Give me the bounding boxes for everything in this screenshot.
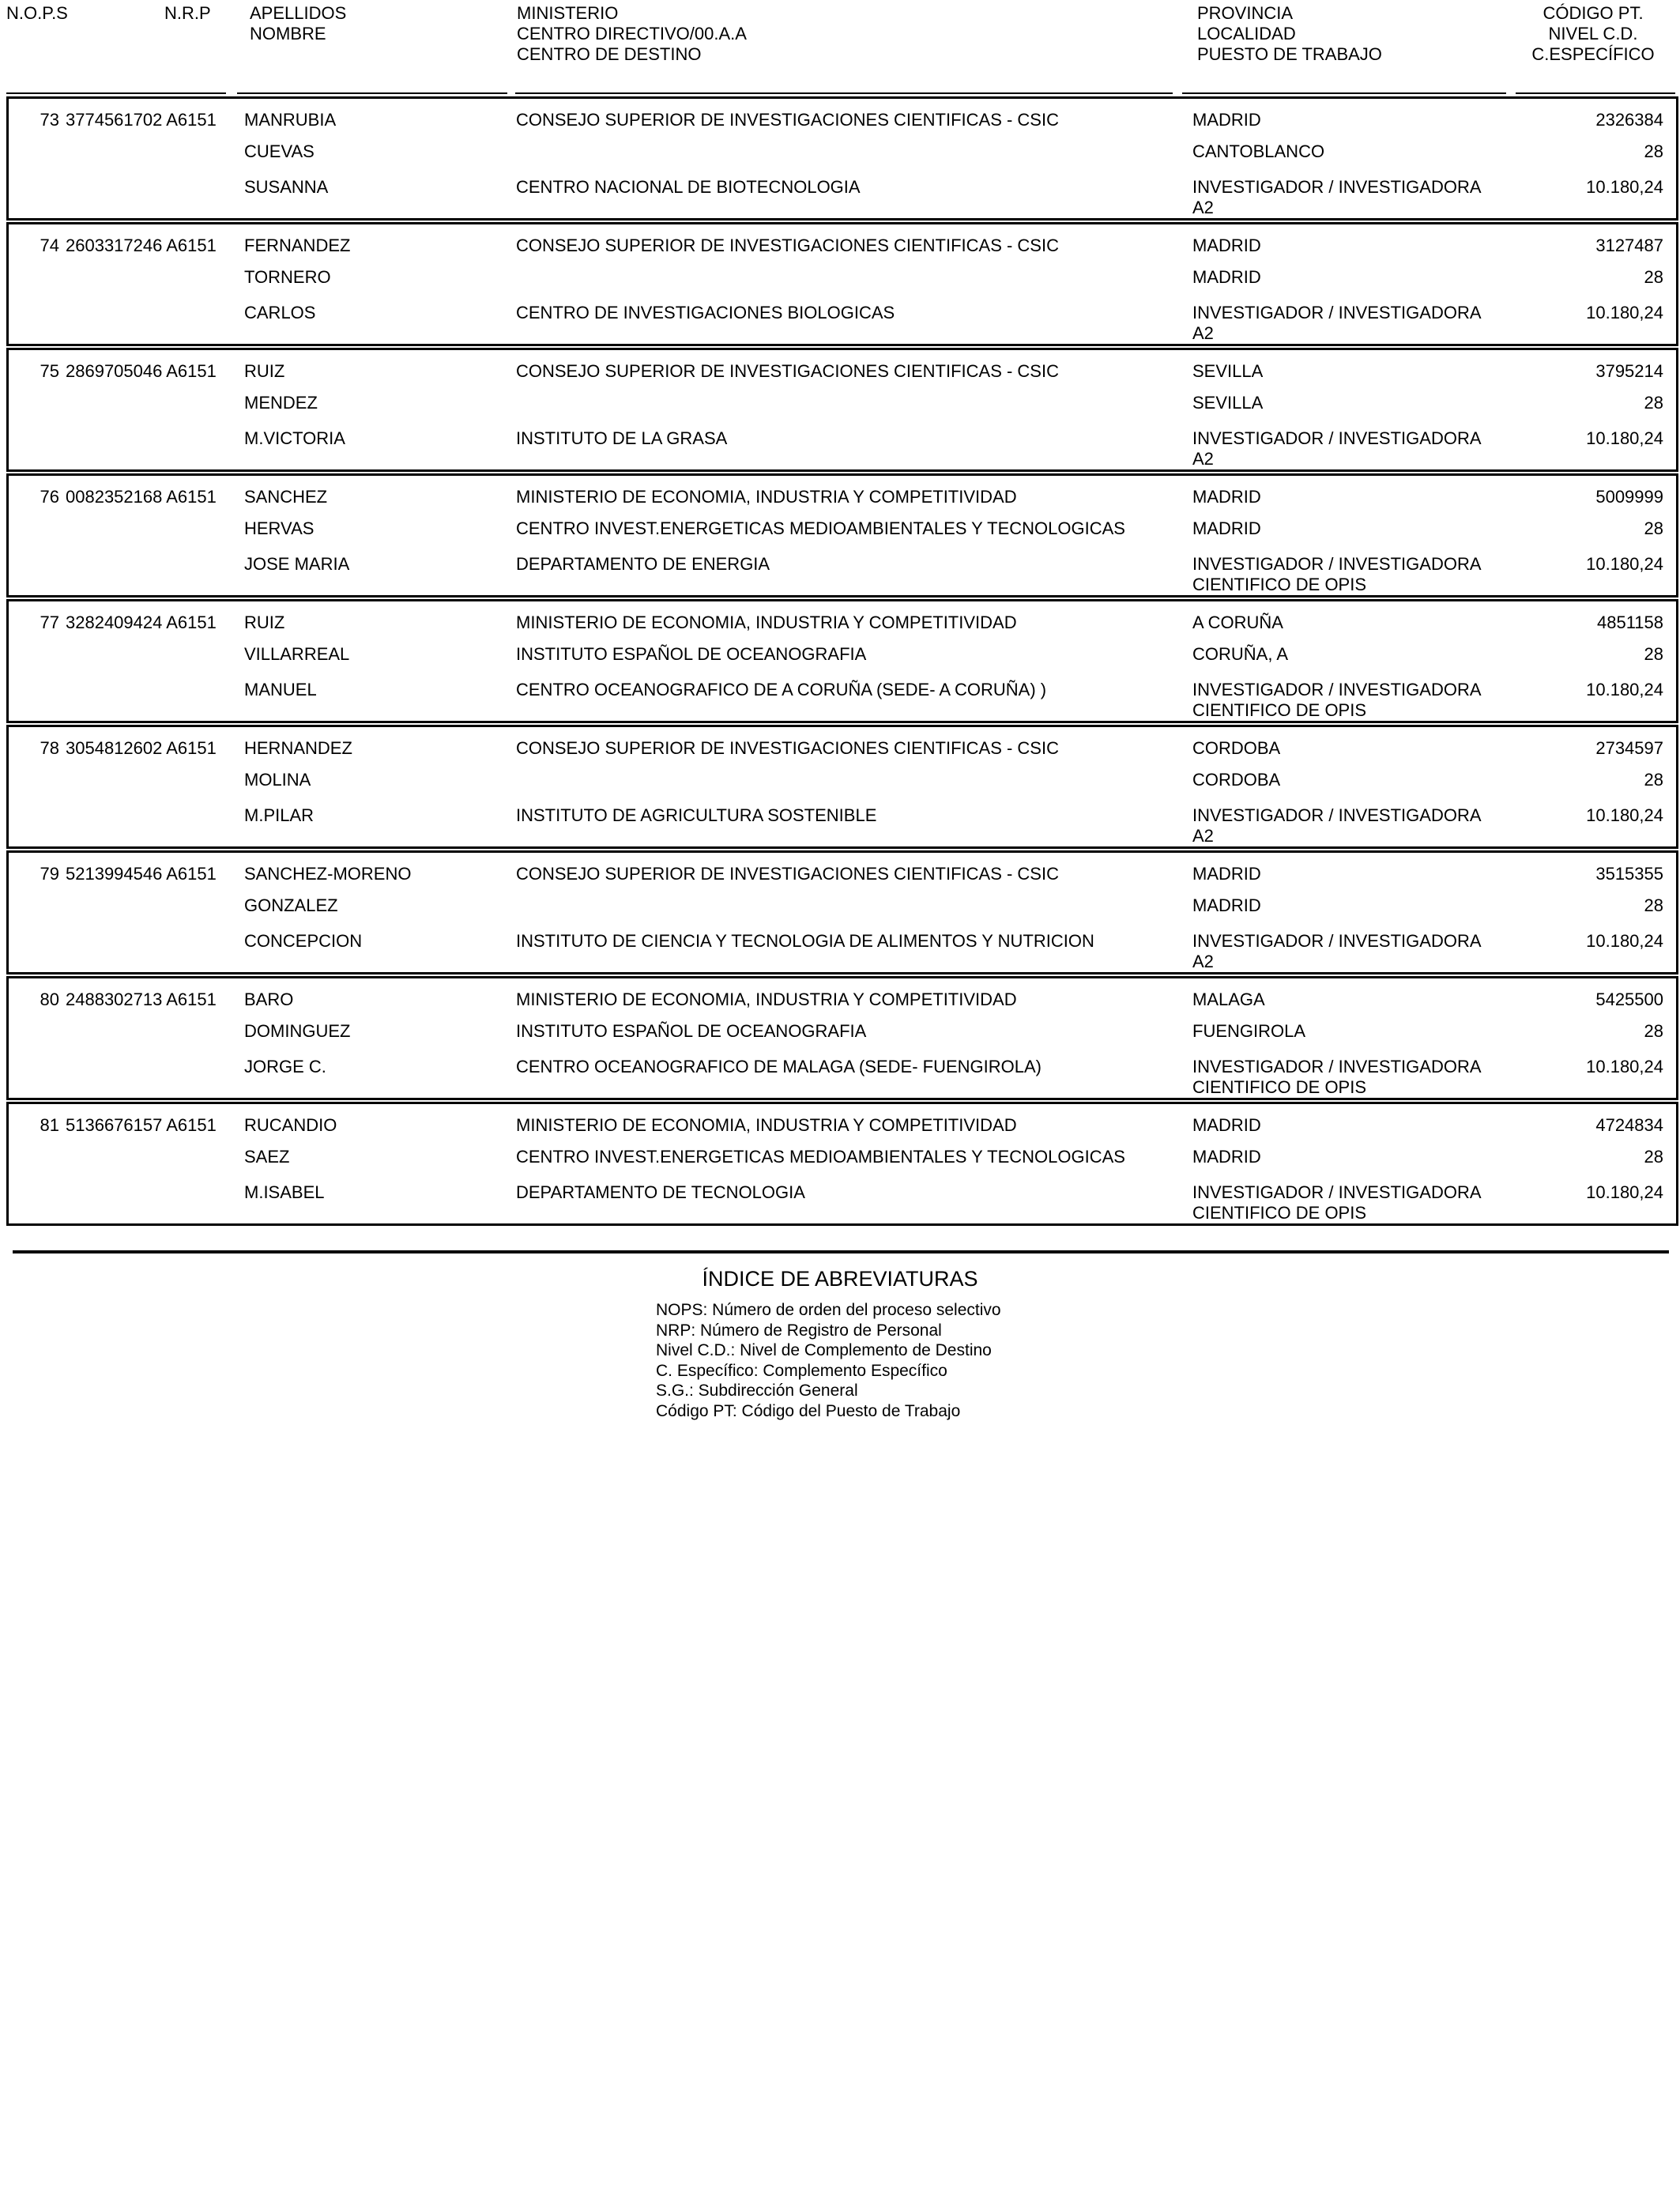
- record-centro-destino: DEPARTAMENTO DE ENERGIA: [516, 554, 770, 574]
- record-codigo-pt: 3127487: [1595, 236, 1663, 255]
- header-divider: [6, 92, 226, 94]
- record-localidad: FUENGIROLA: [1192, 1021, 1306, 1041]
- record-centro-destino: INSTITUTO DE AGRICULTURA SOSTENIBLE: [516, 805, 877, 825]
- record-row: [6, 473, 1678, 598]
- record-centro-directivo: CENTRO INVEST.ENERGETICAS MEDIOAMBIENTALES Y TECNOLOGICAS: [516, 1147, 1125, 1167]
- abbreviation-item: NOPS: Número de orden del proceso selectivo: [656, 1301, 1001, 1319]
- record-nivel-cd: 28: [1644, 141, 1663, 161]
- record-nrp: 5136676157 A6151: [66, 1115, 217, 1135]
- record-nrp: 0082352168 A6151: [66, 487, 217, 507]
- record-apellido1: BARO: [244, 990, 294, 1009]
- record-puesto: INVESTIGADOR / INVESTIGADORA CIENTIFICO DE OPIS: [1192, 1057, 1482, 1097]
- record-centro-destino: CENTRO OCEANOGRAFICO DE MALAGA (SEDE- FUENGIROLA): [516, 1057, 1042, 1076]
- footer-divider: [13, 1250, 1669, 1253]
- record-centro-destino: CENTRO DE INVESTIGACIONES BIOLOGICAS: [516, 303, 895, 322]
- record-ministerio: CONSEJO SUPERIOR DE INVESTIGACIONES CIENTIFICAS - CSIC: [516, 738, 1059, 758]
- records-table: [6, 96, 1678, 1226]
- header-nops: N.O.P.S: [6, 3, 68, 23]
- record-ministerio: CONSEJO SUPERIOR DE INVESTIGACIONES CIENTIFICAS - CSIC: [516, 361, 1059, 381]
- record-codigo-pt: 4851158: [1596, 613, 1663, 632]
- record-apellido1: HERNANDEZ: [244, 738, 352, 758]
- record-nombre: SUSANNA: [244, 177, 329, 197]
- record-nombre: M.PILAR: [244, 805, 315, 825]
- record-nrp: 2869705046 A6151: [66, 361, 217, 381]
- record-nombre: M.VICTORIA: [244, 428, 345, 448]
- record-codigo-pt: 5009999: [1595, 487, 1663, 507]
- record-c-especifico: 10.180,24: [1586, 931, 1663, 951]
- record-row: [6, 348, 1678, 472]
- header-divider: [515, 92, 1173, 94]
- record-provincia: MALAGA: [1192, 990, 1265, 1009]
- record-codigo-pt: 2734597: [1595, 738, 1663, 758]
- record-apellido2: HERVAS: [244, 518, 315, 538]
- record-apellido1: RUIZ: [244, 361, 285, 381]
- record-localidad: CANTOBLANCO: [1192, 141, 1325, 161]
- record-row: [6, 222, 1678, 346]
- record-puesto: INVESTIGADOR / INVESTIGADORA CIENTIFICO DE OPIS: [1192, 1182, 1482, 1223]
- record-nops: 79: [40, 864, 59, 884]
- record-centro-directivo: INSTITUTO ESPAÑOL DE OCEANOGRAFIA: [516, 644, 867, 664]
- record-ministerio: MINISTERIO DE ECONOMIA, INDUSTRIA Y COMPETITIVIDAD: [516, 1115, 1017, 1135]
- record-puesto: INVESTIGADOR / INVESTIGADORA CIENTIFICO DE OPIS: [1192, 554, 1482, 594]
- record-provincia: MADRID: [1192, 1115, 1261, 1135]
- record-apellido2: VILLARREAL: [244, 644, 350, 664]
- abbreviation-item: S.G.: Subdirección General: [656, 1382, 858, 1400]
- record-ministerio: MINISTERIO DE ECONOMIA, INDUSTRIA Y COMPETITIVIDAD: [516, 990, 1017, 1009]
- record-nombre: M.ISABEL: [244, 1182, 325, 1202]
- abbreviation-item: Nivel C.D.: Nivel de Complemento de Destino: [656, 1341, 992, 1359]
- record-apellido2: MOLINA: [244, 770, 311, 790]
- record-ministerio: MINISTERIO DE ECONOMIA, INDUSTRIA Y COMPETITIVIDAD: [516, 487, 1017, 507]
- record-puesto: INVESTIGADOR / INVESTIGADORA A2: [1192, 428, 1482, 469]
- record-nrp: 2603317246 A6151: [66, 236, 217, 255]
- record-centro-destino: DEPARTAMENTO DE TECNOLOGIA: [516, 1182, 805, 1202]
- record-nops: 77: [40, 613, 59, 632]
- record-nivel-cd: 28: [1644, 518, 1663, 538]
- record-provincia: MADRID: [1192, 864, 1261, 884]
- header-apellidos-nombre: APELLIDOS NOMBRE: [250, 3, 347, 43]
- record-provincia: CORDOBA: [1192, 738, 1281, 758]
- record-localidad: MADRID: [1192, 895, 1261, 915]
- record-nombre: MANUEL: [244, 680, 317, 699]
- record-ministerio: CONSEJO SUPERIOR DE INVESTIGACIONES CIENTIFICAS - CSIC: [516, 864, 1059, 884]
- record-nivel-cd: 28: [1644, 267, 1663, 287]
- record-c-especifico: 10.180,24: [1586, 680, 1663, 699]
- header-nrp: N.R.P: [164, 3, 211, 23]
- record-c-especifico: 10.180,24: [1586, 1057, 1663, 1076]
- abbreviations-title: ÍNDICE DE ABREVIATURAS: [702, 1267, 978, 1291]
- record-puesto: INVESTIGADOR / INVESTIGADORA A2: [1192, 177, 1482, 217]
- record-centro-destino: CENTRO OCEANOGRAFICO DE A CORUÑA (SEDE- A CORUÑA) ): [516, 680, 1047, 699]
- record-nops: 81: [40, 1115, 59, 1135]
- record-ministerio: CONSEJO SUPERIOR DE INVESTIGACIONES CIENTIFICAS - CSIC: [516, 110, 1059, 130]
- record-centro-destino: INSTITUTO DE CIENCIA Y TECNOLOGIA DE ALIMENTOS Y NUTRICION: [516, 931, 1094, 951]
- abbreviation-item: Código PT: Código del Puesto de Trabajo: [656, 1401, 961, 1420]
- record-nivel-cd: 28: [1644, 770, 1663, 790]
- record-apellido1: FERNANDEZ: [244, 236, 351, 255]
- header-ministerio-centro: MINISTERIO CENTRO DIRECTIVO/00.A.A CENTRO DE DESTINO: [517, 3, 747, 64]
- record-row: [6, 850, 1678, 974]
- record-c-especifico: 10.180,24: [1586, 428, 1663, 448]
- header-divider: [1182, 92, 1506, 94]
- record-apellido2: GONZALEZ: [244, 895, 338, 915]
- record-centro-destino: CENTRO NACIONAL DE BIOTECNOLOGIA: [516, 177, 861, 197]
- record-codigo-pt: 4724834: [1595, 1115, 1663, 1135]
- record-row: [6, 725, 1678, 849]
- record-ministerio: MINISTERIO DE ECONOMIA, INDUSTRIA Y COMPETITIVIDAD: [516, 613, 1017, 632]
- record-nrp: 3054812602 A6151: [66, 738, 217, 758]
- record-centro-directivo: INSTITUTO ESPAÑOL DE OCEANOGRAFIA: [516, 1021, 867, 1041]
- record-apellido1: RUCANDIO: [244, 1115, 337, 1135]
- record-apellido2: DOMINGUEZ: [244, 1021, 351, 1041]
- record-localidad: MADRID: [1192, 518, 1261, 538]
- record-codigo-pt: 3795214: [1595, 361, 1663, 381]
- record-nrp: 3282409424 A6151: [66, 613, 217, 632]
- record-nombre: CARLOS: [244, 303, 316, 322]
- record-provincia: MADRID: [1192, 110, 1261, 130]
- record-codigo-pt: 5425500: [1595, 990, 1663, 1009]
- record-localidad: MADRID: [1192, 267, 1261, 287]
- record-nops: 75: [40, 361, 59, 381]
- record-ministerio: CONSEJO SUPERIOR DE INVESTIGACIONES CIENTIFICAS - CSIC: [516, 236, 1059, 255]
- record-nrp: 2488302713 A6151: [66, 990, 217, 1009]
- record-row: [6, 599, 1678, 723]
- record-nombre: JORGE C.: [244, 1057, 326, 1076]
- record-localidad: MADRID: [1192, 1147, 1261, 1167]
- record-nombre: CONCEPCION: [244, 931, 363, 951]
- record-centro-directivo: CENTRO INVEST.ENERGETICAS MEDIOAMBIENTALES Y TECNOLOGICAS: [516, 518, 1125, 538]
- record-nops: 78: [40, 738, 59, 758]
- record-nivel-cd: 28: [1644, 1021, 1663, 1041]
- record-c-especifico: 10.180,24: [1586, 1182, 1663, 1202]
- abbreviations-list: [656, 1300, 1001, 1421]
- header-divider: [237, 92, 507, 94]
- abbreviation-item: NRP: Número de Registro de Personal: [656, 1321, 942, 1340]
- record-puesto: INVESTIGADOR / INVESTIGADORA A2: [1192, 303, 1482, 343]
- record-apellido1: SANCHEZ-MORENO: [244, 864, 412, 884]
- record-nivel-cd: 28: [1644, 1147, 1663, 1167]
- record-c-especifico: 10.180,24: [1586, 554, 1663, 574]
- record-nombre: JOSE MARIA: [244, 554, 350, 574]
- record-nivel-cd: 28: [1644, 644, 1663, 664]
- record-apellido1: SANCHEZ: [244, 487, 328, 507]
- record-centro-destino: INSTITUTO DE LA GRASA: [516, 428, 728, 448]
- record-codigo-pt: 2326384: [1595, 110, 1663, 130]
- record-localidad: CORUÑA, A: [1192, 644, 1289, 664]
- record-nops: 80: [40, 990, 59, 1009]
- header-divider: [1516, 92, 1675, 94]
- record-row: [6, 96, 1678, 221]
- record-row: [6, 976, 1678, 1100]
- record-provincia: MADRID: [1192, 487, 1261, 507]
- record-nrp: 5213994546 A6151: [66, 864, 217, 884]
- record-provincia: SEVILLA: [1192, 361, 1264, 381]
- record-c-especifico: 10.180,24: [1586, 303, 1663, 322]
- record-provincia: MADRID: [1192, 236, 1261, 255]
- record-nrp: 3774561702 A6151: [66, 110, 217, 130]
- record-apellido2: MENDEZ: [244, 393, 318, 413]
- record-localidad: CORDOBA: [1192, 770, 1281, 790]
- record-localidad: SEVILLA: [1192, 393, 1264, 413]
- record-c-especifico: 10.180,24: [1586, 177, 1663, 197]
- record-nops: 74: [40, 236, 59, 255]
- record-puesto: INVESTIGADOR / INVESTIGADORA CIENTIFICO DE OPIS: [1192, 680, 1482, 720]
- abbreviation-item: C. Específico: Complemento Específico: [656, 1361, 947, 1380]
- record-c-especifico: 10.180,24: [1586, 805, 1663, 825]
- record-apellido2: TORNERO: [244, 267, 331, 287]
- record-apellido1: RUIZ: [244, 613, 285, 632]
- header-codigo-nivel-especifico: CÓDIGO PT. NIVEL C.D. C.ESPECÍFICO: [1531, 3, 1655, 64]
- record-nops: 76: [40, 487, 59, 507]
- record-puesto: INVESTIGADOR / INVESTIGADORA A2: [1192, 931, 1482, 971]
- record-nops: 73: [40, 110, 59, 130]
- record-codigo-pt: 3515355: [1595, 864, 1663, 884]
- record-apellido1: MANRUBIA: [244, 110, 337, 130]
- record-provincia: A CORUÑA: [1192, 613, 1283, 632]
- record-puesto: INVESTIGADOR / INVESTIGADORA A2: [1192, 805, 1482, 846]
- record-nivel-cd: 28: [1644, 393, 1663, 413]
- record-apellido2: CUEVAS: [244, 141, 315, 161]
- record-apellido2: SAEZ: [244, 1147, 290, 1167]
- record-row: [6, 1102, 1678, 1226]
- header-provincia-localidad-puesto: PROVINCIA LOCALIDAD PUESTO DE TRABAJO: [1197, 3, 1382, 64]
- record-nivel-cd: 28: [1644, 895, 1663, 915]
